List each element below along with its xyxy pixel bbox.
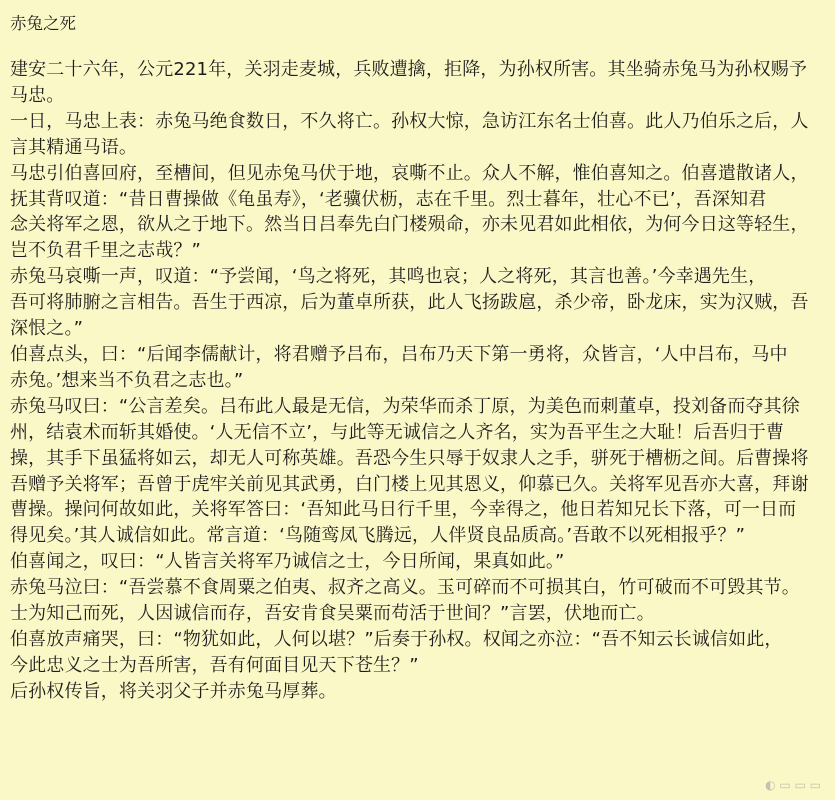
paragraph-line: 伯喜点头，曰：“后闻李儒献计，将君赠予吕布，吕布乃天下第一勇将，众皆言，‘人中吕布，马中 [10, 343, 788, 365]
document-title: 赤兔之死 [10, 14, 76, 33]
paragraph-line: 吾可将肺腑之言相告。吾生于西凉，后为董卓所获，此人飞扬跋扈，杀少帝，卧龙床，实为汉贼，吾 [10, 292, 809, 314]
paragraph [10, 679, 821, 705]
paragraph [10, 161, 821, 265]
paragraph [10, 549, 821, 575]
paragraph-line: 伯喜闻之，叹曰：“人皆言关将军乃诚信之士，今日所闻，果真如此。” [10, 551, 565, 573]
paragraph-line: 士为知己而死，人因诚信而存，吾安肯食吴粟而苟活于世间？”言罢，伏地而亡。 [10, 603, 655, 625]
paragraph-line: 马忠引伯喜回府，至槽间，但见赤兔马伏于地，哀嘶不止。众人不解，惟伯喜知之。伯喜遣散诸人， [10, 162, 809, 184]
paragraph [10, 342, 821, 394]
paragraph-line: 曹操。操问何故如此，关将军答曰：‘吾知此马日行千里，今幸得之，他日若知兄长下落，可一日而 [10, 499, 797, 521]
paragraph [10, 109, 821, 161]
paragraph-line: 今此忠义之士为吾所害，吾有何面目见天下苍生？” [10, 654, 419, 676]
paragraph-line: 后孙权传旨，将关羽父子并赤兔马厚葬。 [10, 680, 337, 702]
paragraph-line: 抚其背叹道：“昔日曹操做《龟虽寿》，‘老骥伏枥，志在千里。烈士暮年，壮心不已’，吾深知君 [10, 188, 767, 210]
paragraph-line: 一日，马忠上表：赤兔马绝食数日，不久将亡。孙权大惊，急访江东名士伯喜。此人乃伯乐之后，人 [10, 110, 809, 132]
paragraph-line: 言其精通马语。 [10, 136, 138, 158]
paragraph-line: 赤兔。’想来当不负君之志也。” [10, 369, 244, 391]
paragraph-line: 深恨之。” [10, 318, 84, 340]
paragraph-line: 马忠。 [10, 84, 65, 106]
paragraph [10, 264, 821, 342]
paragraph-line: 建安二十六年，公元221年，关羽走麦城，兵败遭擒，拒降，为孙权所害。其坐骑赤兔马为孙权赐予 [10, 59, 808, 80]
paragraph-line: 吾赠予关将军；吾曾于虎牢关前见其武勇，白门楼上见其恩义，仰慕已久。关将军见吾亦大喜，拜谢 [10, 473, 809, 495]
paragraph [10, 575, 821, 627]
paragraph [10, 57, 821, 109]
paragraph [10, 627, 821, 679]
paragraph-line: 赤兔马泣曰：“吾尝慕不食周粟之伯夷、叔齐之高义。玉可碎而不可损其白，竹可破而不可毁其节。 [10, 577, 800, 599]
document-body [10, 57, 821, 705]
paragraph-line: 岂不负君千里之志哉？” [10, 240, 201, 262]
paragraph-line: 赤兔马哀嘶一声，叹道：“予尝闻，‘鸟之将死，其鸣也哀；人之将死，其言也善。’今幸遇先生， [10, 266, 767, 288]
paragraph-line: 操，其手下虽猛将如云，却无人可称英雄。吾恐今生只辱于奴隶人之手，骈死于槽枥之间。后曹操将 [10, 447, 809, 469]
paragraph-line: 州，结袁术而斩其婚使。‘人无信不立’，与此等无诚信之人齐名，实为吾平生之大耻！后吾归于曹 [10, 421, 785, 443]
paragraph-line: 赤兔马叹曰：“公言差矣。吕布此人最是无信，为荣华而杀丁原，为美色而刺董卓，投刘备而夺其徐 [10, 395, 800, 417]
paragraph [10, 394, 821, 549]
paragraph-line: 得见矣。’其人诚信如此。常言道：‘鸟随鸾凤飞腾远，人伴贤良品质高。’吾敢不以死相报乎？” [10, 525, 746, 547]
paragraph-line: 念关将军之恩，欲从之于地下。然当日吕奉先白门楼殒命，亦未见君如此相依，为何今日这等轻生， [10, 214, 809, 236]
paragraph-line: 伯喜放声痛哭，曰：“物犹如此，人何以堪？”后奏于孙权。权闻之亦泣：“吾不知云长诚信如此， [10, 628, 783, 650]
watermark-logo: ◐ ▭ ▭ ▭ [765, 778, 821, 792]
